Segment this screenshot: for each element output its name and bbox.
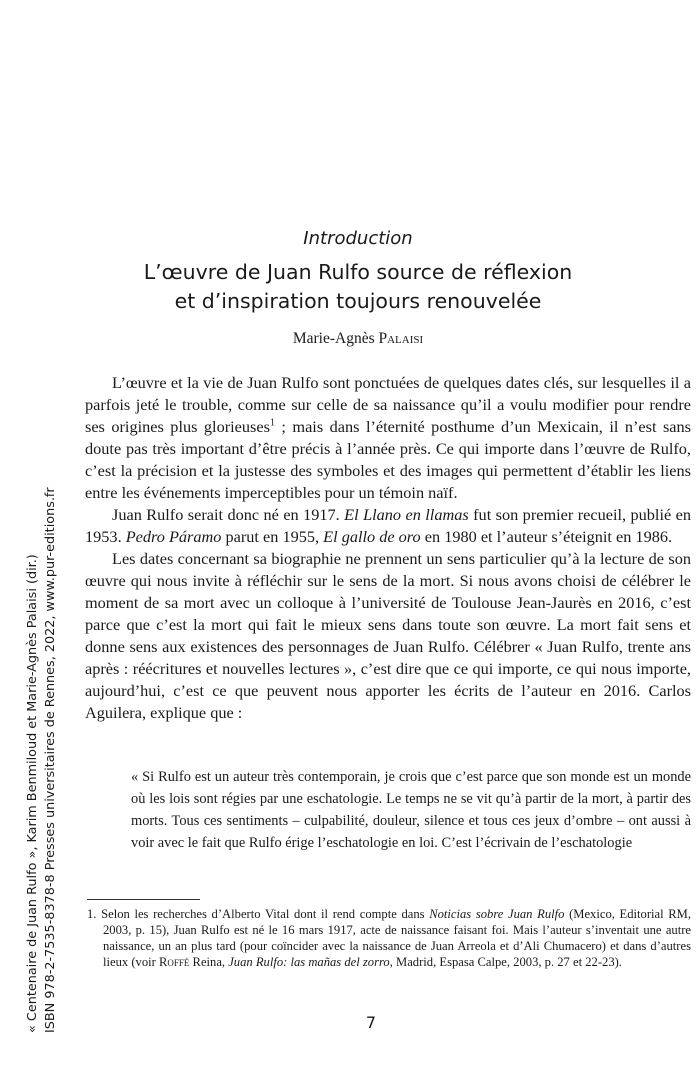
book-title-pedro-paramo: Pedro Páramo bbox=[125, 527, 222, 546]
footnote-number: 1. bbox=[87, 907, 97, 921]
chapter-title-line-1: L’œuvre de Juan Rulfo source de réflexion bbox=[143, 260, 573, 284]
footnote-title-mañas: Juan Rulfo: las mañas del zorro bbox=[228, 955, 390, 969]
side-citation-line-1: « Centenaire de Juan Rulfo », Karim Benmiloud et Marie-Agnès Palaisi (dir.) bbox=[25, 554, 40, 1033]
footnote-text-4: , Madrid, Espasa Calpe, 2003, p. 27 et 22-23). bbox=[389, 955, 622, 969]
paragraph-2-text-3: parut en 1955, bbox=[221, 527, 324, 546]
section-label: Introduction bbox=[303, 228, 413, 249]
book-title-llano: El Llano en llamas bbox=[344, 505, 469, 524]
paragraph-2-text-2: fut son premier recueil, publié en 1953. bbox=[85, 505, 691, 546]
body-text bbox=[85, 372, 691, 724]
author-name bbox=[0, 330, 700, 348]
paragraph-1 bbox=[85, 372, 691, 504]
footnote-divider bbox=[87, 899, 200, 900]
footnote-reference[interactable]: 1 bbox=[269, 417, 275, 429]
paragraph-1-text-a: L’œuvre et la vie de Juan Rulfo sont ponctuées de quelques dates clés, sur lesquelles il a parfois jeté le trouble, comme sur celle de sa naissance qu’il a voulu modifier pour rendre ses origines plus glorieuses bbox=[85, 373, 691, 436]
author-last-name: Palaisi bbox=[378, 330, 424, 347]
book-title-gallo-de-oro: El gallo de oro bbox=[323, 527, 421, 546]
footnote-text-3: Reina, bbox=[189, 955, 229, 969]
footnote-text-2: (Mexico, Editorial RM, 2003, p. 15), Juan Rulfo est né le 16 mars 1917, acte de naissance faisant foi. Mais l’auteur s’inventait une autre naissance, un an plus tard (pour coïncider avec la naissance de Juan Arreola et d’Ali Chumacero) et dans d’autres lieux (voir bbox=[103, 907, 691, 969]
paragraph-1-text-b: ; mais dans l’éternité posthume d’un Mexicain, il n’est sans doute pas très important d’être précis à l’année près. Ce qui importe dans l’œuvre de Rulfo, c’est la précision et la justesse des symboles et des images qui permettent d’établir les liens entre les événements imperceptibles pour un témoin naïf. bbox=[85, 417, 691, 502]
block-quote-text: « Si Rulfo est un auteur très contemporain, je crois que c’est parce que son monde est un monde où les lois sont régies par une eschatologie. Le temps ne se vit qu’à partir de la mort, à partir des morts. Tous ces sentiments – culpabilité, douleur, silence et tous ces jeux d’ombre – ont aussi à voir avec le fait que Rulfo érige l’eschatologie en loi. C’est l’écrivain de l’eschatologie bbox=[131, 769, 691, 851]
paragraph-2-text-4: en 1980 et l’auteur s’éteignit en 1986. bbox=[420, 527, 673, 546]
block-quote bbox=[131, 766, 691, 854]
paragraph-2 bbox=[85, 504, 691, 548]
side-citation bbox=[24, 133, 64, 1033]
chapter-title-line-2: et d’inspiration toujours renouvelée bbox=[174, 289, 542, 313]
footnote bbox=[87, 906, 691, 970]
chapter-title bbox=[0, 258, 700, 316]
paragraph-2-text-1: Juan Rulfo serait donc né en 1917. bbox=[112, 505, 345, 524]
footnote-title-noticias: Noticias sobre Juan Rulfo bbox=[429, 907, 565, 921]
footnote-author-roffe: Roffé bbox=[158, 955, 190, 969]
footnote-1 bbox=[87, 906, 691, 970]
footnote-text-1: Selon les recherches d’Alberto Vital dont il rend compte dans bbox=[96, 907, 430, 921]
paragraph-3: Les dates concernant sa biographie ne prennent un sens particulier qu’à la lecture de son œuvre qui nous invite à réfléchir sur le sens de la mort. Si nous avons choisi de célébrer le moment de sa mort avec un colloque à l’université de Toulouse Jean-Jaurès en 2016, c’est parce que c’est la mort qui fait le mieux sens dans toute son œuvre. La mort fait sens et donne sens aux existences des personnages de Juan Rulfo. Célébrer « Juan Rulfo, trente ans après : réécritures et nouvelles lectures », c’est dire que ce qui importe, ce qui nous importe, aujourd’hui, c’est ce que peuvent nous apporter les écrits de l’auteur en 2016. Carlos Aguilera, explique que : bbox=[85, 549, 691, 722]
author-first-name: Marie-Agnès bbox=[292, 330, 375, 347]
side-citation-line-2: ISBN 978-2-7535-8378-8 Presses universitaires de Rennes, 2022, www.pur-editions.fr bbox=[43, 487, 58, 1033]
page-number: 7 bbox=[365, 1013, 377, 1032]
